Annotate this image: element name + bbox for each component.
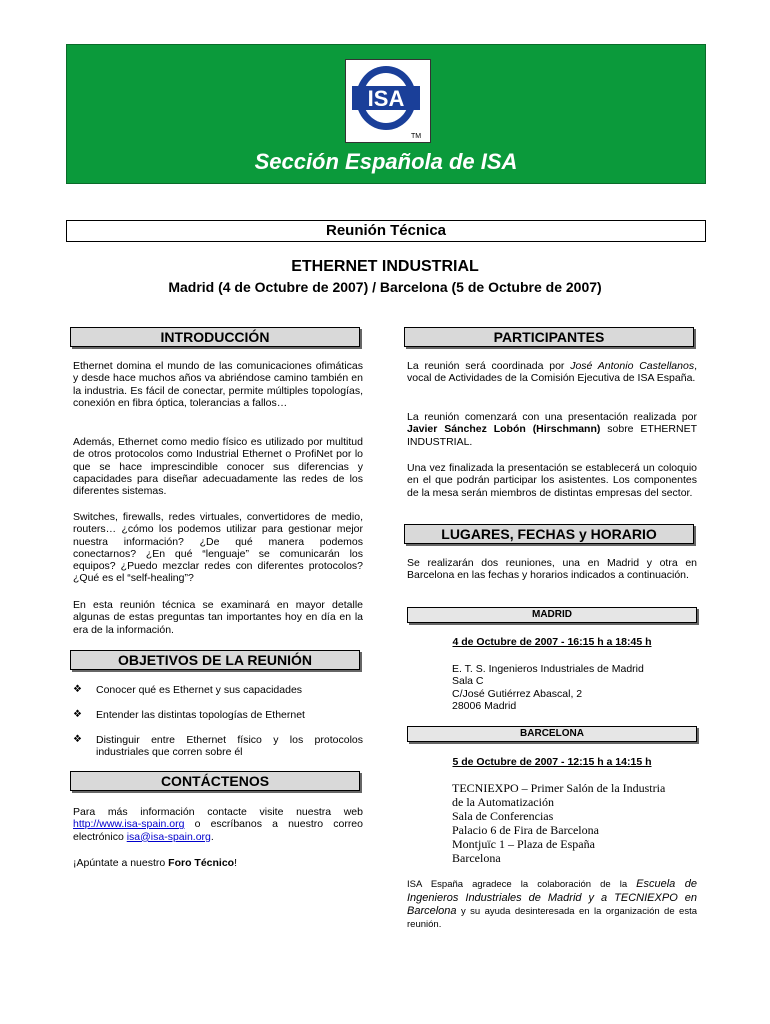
participantes-paragraph-3: Una vez finalizada la presentación se establecerá un coloquio en el que podrán participar los asistentes. Los componentes de la mesa serán miembros de distintas empresas del sector.	[407, 462, 697, 499]
madrid-date: 4 de Octubre de 2007 - 16:15 h a 18:45 h	[452, 636, 652, 648]
intro-paragraph-2: Además, Ethernet como medio físico es utilizado por multitud de otros protocolos como Industrial Ethernet o ProfiNet por lo que se hace imprescindible conocer sus diferencias y capacidades para diseñar adecuadamente las redes de los diferentes sistemas.	[73, 436, 363, 498]
barcelona-address-line: de la Automatización	[452, 795, 554, 809]
barcelona-date: 5 de Octubre de 2007 - 12:15 h a 14:15 h	[452, 756, 652, 768]
participantes-paragraph-2	[407, 411, 697, 448]
lugares-heading: LUGARES, FECHAS y HORARIO	[404, 524, 694, 544]
contacto-text-c: .	[210, 830, 214, 843]
isa-logo	[345, 59, 431, 143]
main-subtitle: Madrid (4 de Octubre de 2007) / Barcelona (5 de Octubre de 2007)	[168, 279, 602, 295]
objetivo-text: Conocer qué es Ethernet y sus capacidades	[96, 684, 303, 696]
objetivo-text: Distinguir entre Ethernet físico y los protocolos industriales que corren sobre él	[96, 734, 363, 759]
intro-paragraph-3: Switches, firewalls, redes virtuales, convertidores de medio, routers… ¿cómo los podemos utilizar para gestionar mejor nuestra información? ¿De qué manera podemos conectarnos? ¿En qué “lenguaje” se comunicarán los equipos? ¿Puedo mezclar redes con diferentes protocolos? ¿Qué es el “self-healing”?	[73, 511, 363, 585]
reunion-label: Reunión Técnica	[66, 220, 706, 242]
barcelona-address-line: TECNIEXPO – Primer Salón de la Industria	[452, 781, 666, 795]
coordinator-name: José Antonio Castellanos	[570, 360, 695, 372]
thanks-institutions: Escuela de Ingenieros Industriales de Madrid y a TECNIEXPO en Barcelona	[407, 878, 697, 917]
barcelona-address-line: Palacio 6 de Fira de Barcelona	[452, 823, 599, 837]
email-link[interactable]: isa@isa-spain.org	[126, 830, 211, 843]
madrid-label: MADRID	[407, 607, 697, 623]
foro-tecnico: Foro Técnico	[168, 857, 235, 869]
lugares-paragraph: Se realizarán dos reuniones, una en Madrid y otra en Barcelona en las fechas y horarios indicados a continuación.	[407, 557, 697, 582]
bullet-icon: ❖	[73, 709, 82, 720]
objetivo-text: Entender las distintas topologías de Ethernet	[96, 709, 305, 721]
barcelona-label: BARCELONA	[407, 726, 697, 742]
foro-paragraph	[73, 857, 363, 869]
speaker-name: Javier Sánchez Lobón (Hirschmann)	[407, 423, 601, 436]
barcelona-address	[452, 781, 665, 865]
barcelona-address-line: Barcelona	[452, 851, 501, 865]
bullet-icon: ❖	[73, 734, 82, 745]
objetivo-item-2	[73, 709, 363, 721]
madrid-address-line: Sala C	[452, 675, 484, 688]
contacto-text-a: Para más información contacte visite nuestra web	[73, 806, 363, 818]
website-link[interactable]: http://www.isa-spain.org	[73, 818, 185, 831]
thanks-paragraph	[407, 878, 697, 931]
foro-text-a: ¡Apúntate a nuestro	[73, 857, 169, 869]
logo-tm: TM	[410, 133, 422, 140]
main-title: ETHERNET INDUSTRIAL	[291, 258, 479, 275]
header-banner	[66, 44, 706, 184]
contacto-paragraph	[73, 806, 363, 843]
participantes-heading: PARTICIPANTES	[404, 327, 694, 347]
barcelona-address-line: Montjuïc 1 – Plaza de España	[452, 837, 595, 851]
participantes-text-d: sobre ETHERNET INDUSTRIAL.	[407, 423, 697, 448]
participantes-text-a: La reunión será coordinada por	[407, 360, 571, 372]
logo-text: ISA	[367, 86, 405, 111]
foro-text-c: !	[234, 857, 238, 869]
barcelona-address-line: Sala de Conferencias	[452, 809, 554, 823]
intro-paragraph-4: En esta reunión técnica se examinará en mayor detalle algunas de estas preguntas tan importantes hoy en día en la era de la información.	[73, 599, 363, 636]
objetivo-item-1	[73, 684, 363, 696]
participantes-text-b: , vocal de Actividades de la Comisión Ejecutiva de ISA España.	[407, 360, 697, 385]
madrid-address	[452, 663, 644, 712]
intro-heading: INTRODUCCIÓN	[70, 327, 360, 347]
madrid-address-line: C/José Gutiérrez Abascal, 2	[452, 687, 583, 700]
thanks-text-b: y su ayuda desinteresada en la organización de esta reunión.	[407, 906, 697, 930]
contacto-text-b: o escríbanos a nuestro correo electrónico	[73, 818, 363, 843]
bullet-icon: ❖	[73, 684, 82, 695]
contacto-heading: CONTÁCTENOS	[70, 771, 360, 791]
objetivo-item-3	[73, 734, 363, 759]
participantes-paragraph-1	[407, 360, 697, 385]
madrid-address-line: 28006 Madrid	[452, 699, 517, 712]
thanks-text-a: ISA España agradece la colaboración de la	[407, 879, 637, 890]
intro-paragraph-1: Ethernet domina el mundo de las comunicaciones ofimáticas y desde hace muchos años va abriéndose camino también en la industria. Es fácil de conectar, permite múltiples topologías, conexión en fibra óptica, tolerancias a fallos…	[73, 360, 363, 409]
section-title: Sección Española de ISA	[254, 149, 518, 174]
participantes-text-c: La reunión comenzará con una presentación realizada por	[407, 411, 697, 423]
objetivos-heading: OBJETIVOS DE LA REUNIÓN	[70, 650, 360, 670]
madrid-address-line: E. T. S. Ingenieros Industriales de Madrid	[452, 663, 644, 675]
